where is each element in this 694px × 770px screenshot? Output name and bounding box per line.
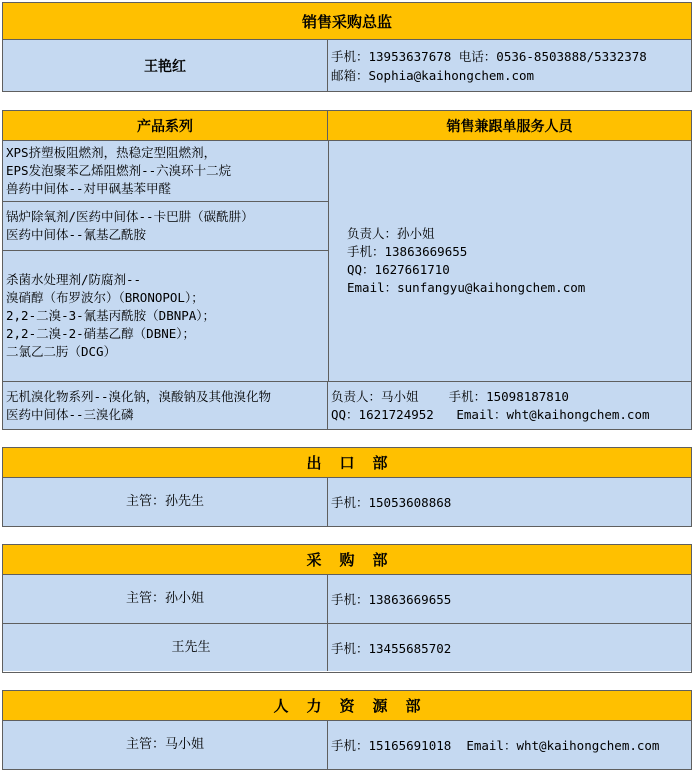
- purchase-phone-1: 手机：13863669655: [331, 592, 452, 607]
- export-manager-cell: [3, 478, 328, 526]
- products-table: [2, 110, 692, 430]
- products-row-4: [3, 381, 691, 429]
- product-group-4-line2: 医药中间体--三溴化磷: [6, 406, 134, 422]
- purchase-manager-1-cell: [3, 575, 328, 623]
- purchase-phone-1-cell: [328, 575, 691, 623]
- purchase-row-2: [3, 623, 691, 671]
- products-header-row: [3, 111, 691, 140]
- purchase-row-1: [3, 574, 691, 623]
- director-phone: 手机：13953637678 电话：0536-8503888/5332378: [331, 48, 647, 64]
- contact-1-qq: QQ：1627661710: [347, 262, 450, 277]
- hr-manager-cell: [3, 721, 328, 769]
- purchase-title: 采购部: [306, 551, 406, 569]
- product-group-4-line1: 无机溴化物系列--溴化钠，溴酸钠及其他溴化物: [6, 388, 272, 404]
- hr-row: [3, 720, 691, 769]
- products-col2-header-text: 销售兼跟单服务人员: [446, 118, 573, 135]
- contact-1-phone: 手机：13863669655: [347, 244, 468, 259]
- purchase-manager-2-cell: [3, 624, 328, 671]
- product-group-2-line1: 锅炉除氧剂/医药中间体--卡巴肼（碳酰肼）: [6, 209, 254, 224]
- contact-2-line2: QQ：1621724952 Email：wht@kaihongchem.com: [331, 406, 650, 422]
- hr-header: [3, 691, 691, 720]
- product-group-3: [3, 250, 328, 381]
- purchase-manager-2: 王先生: [171, 639, 211, 655]
- product-group-3-line4: 2,2-二溴-2-硝基乙醇（DBNE）；: [6, 326, 196, 341]
- export-table: [2, 447, 692, 527]
- products-contact-1: [329, 141, 691, 381]
- director-contact-cell: [328, 40, 691, 91]
- hr-table: [2, 690, 692, 770]
- contact-1-email: Email：sunfangyu@kaihongchem.com: [347, 280, 586, 295]
- director-header: [3, 3, 691, 39]
- product-group-3-line3: 2,2-二溴-3-氰基丙酰胺（DBNPA）；: [6, 308, 216, 323]
- product-group-2: [3, 201, 328, 250]
- export-phone-cell: [328, 478, 691, 526]
- hr-manager: 主管：马小姐: [125, 737, 204, 752]
- director-title: 销售采购总监: [301, 12, 392, 31]
- purchase-manager-1: 主管：孙小姐: [125, 591, 204, 606]
- product-group-1-line1: XPS挤塑板阻燃剂，热稳定型阻燃剂，: [6, 145, 217, 160]
- products-col2-header: [328, 111, 691, 140]
- export-header: [3, 448, 691, 477]
- purchase-header: [3, 545, 691, 574]
- hr-contact-cell: [328, 721, 691, 769]
- products-list: [3, 141, 329, 381]
- export-manager: 主管：孙先生: [125, 494, 204, 509]
- purchase-table: [2, 544, 692, 673]
- products-body: [3, 140, 691, 381]
- product-group-4: [3, 382, 328, 429]
- products-contact-2: [328, 382, 691, 429]
- product-group-3-line2: 溴硝醇（布罗波尔）（BRONOPOL）；: [6, 290, 204, 305]
- director-name-cell: [3, 40, 328, 91]
- contact-1-person: 负责人：孙小姐: [347, 226, 435, 241]
- products-col1-header: [3, 111, 328, 140]
- director-email: 邮箱：Sophia@kaihongchem.com: [331, 67, 535, 83]
- director-name: 王艳红: [144, 58, 186, 75]
- hr-contact: 手机：15165691018 Email：wht@kaihongchem.com: [331, 738, 660, 753]
- export-title: 出口部: [306, 454, 406, 472]
- export-phone: 手机：15053608868: [331, 495, 452, 510]
- director-table: [2, 2, 692, 92]
- product-group-2-line2: 医药中间体--氰基乙酰胺: [6, 227, 147, 242]
- purchase-phone-2-cell: [328, 624, 691, 671]
- products-col1-header-text: 产品系列: [137, 118, 193, 135]
- director-row: [3, 39, 691, 91]
- export-row: [3, 477, 691, 526]
- hr-title: 人力资源部: [273, 697, 439, 715]
- product-group-1: [3, 141, 328, 201]
- product-group-1-line3: 兽药中间体--对甲砜基苯甲醛: [6, 181, 172, 196]
- product-group-1-line2: EPS发泡聚苯乙烯阻燃剂--六溴环十二烷: [6, 163, 232, 178]
- contact-2-line1: 负责人：马小姐 手机：15098187810: [331, 388, 569, 404]
- product-group-3-line5: 二氯乙二肟（DCG）: [6, 344, 117, 359]
- product-group-3-line1: 杀菌水处理剂/防腐剂--: [6, 272, 142, 287]
- purchase-phone-2: 手机：13455685702: [331, 640, 452, 656]
